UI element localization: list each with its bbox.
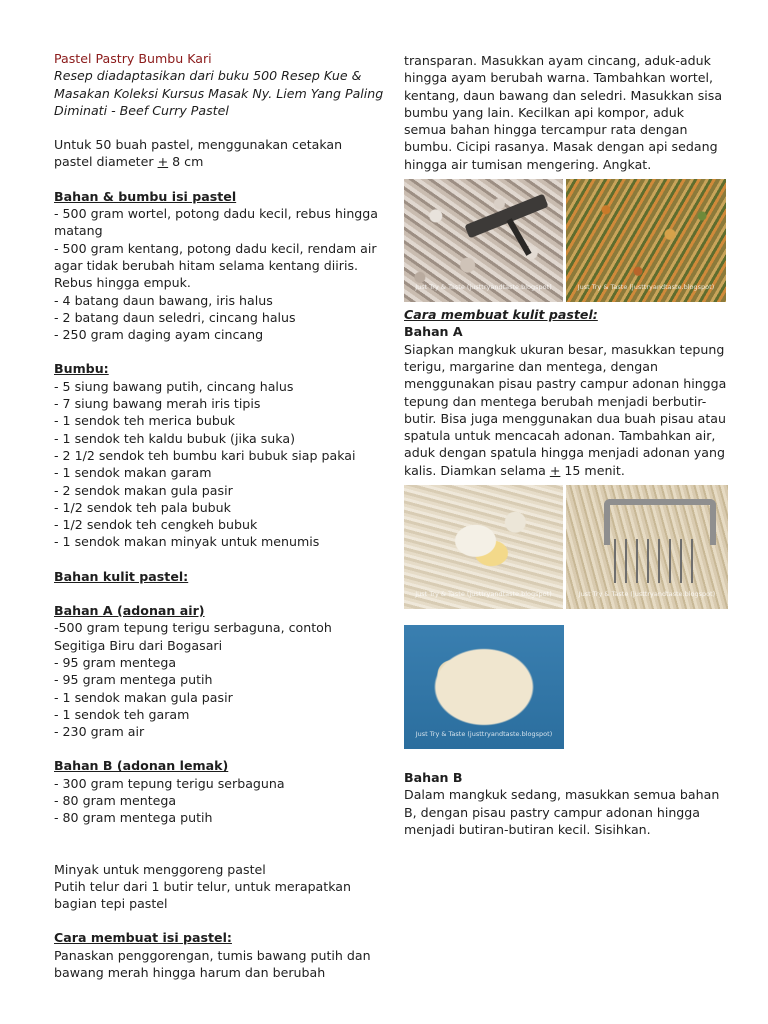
photo-pastry-cutter bbox=[566, 485, 728, 609]
intro-pre: Untuk 50 buah pastel, menggunakan cetakan pastel diameter bbox=[54, 137, 343, 170]
photo-flour-butter bbox=[404, 485, 563, 609]
bumbu-item: - 7 siung bawang merah iris tipis bbox=[54, 396, 261, 412]
bumbu-item: - 1 sendok teh merica bubuk bbox=[54, 413, 236, 429]
photo-watermark: Just Try & Taste (justtryandtaste.blogspot) bbox=[415, 282, 552, 291]
bahan-a-label: Bahan A bbox=[404, 324, 463, 340]
bahan-b-label: Bahan B bbox=[404, 770, 463, 786]
photo-chicken-sauteing bbox=[404, 179, 563, 302]
filling-item: - 250 gram daging ayam cincang bbox=[54, 327, 264, 343]
bahan-a-item: - 95 gram mentega putih bbox=[54, 672, 213, 688]
bumbu-item: - 2 sendok makan gula pasir bbox=[54, 482, 233, 498]
photo-kneaded-dough bbox=[404, 625, 564, 749]
right-column bbox=[404, 52, 730, 838]
intro-text bbox=[54, 136, 384, 171]
extra-item: Minyak untuk menggoreng pastel bbox=[54, 861, 266, 877]
bahan-a-item: - 230 gram air bbox=[54, 724, 145, 740]
plus-minus-symbol: + bbox=[549, 462, 561, 478]
filling-item: - 500 gram wortel, potong dadu kecil, rebus hingga matang bbox=[54, 206, 379, 239]
recipe-title: Pastel Pastry Bumbu Kari bbox=[54, 51, 212, 66]
filling-item: - 4 batang daun bawang, iris halus bbox=[54, 292, 273, 308]
bumbu-item: - 2 1/2 sendok teh bumbu kari bubuk siap pakai bbox=[54, 447, 356, 463]
photo-watermark: Just Try & Taste (justtryandtaste.blogspot) bbox=[415, 729, 553, 738]
bahan-b-item: - 80 gram mentega bbox=[54, 792, 177, 808]
bahan-b-item: - 300 gram tepung terigu serbaguna bbox=[54, 775, 285, 791]
bahan-a-text-post: 15 menit. bbox=[560, 462, 625, 478]
bumbu-item: - 1/2 sendok teh pala bubuk bbox=[54, 499, 231, 515]
photo-vegetable-filling bbox=[566, 179, 726, 302]
photo-watermark: Just Try & Taste (justtryandtaste.blogspot) bbox=[577, 282, 715, 291]
bumbu-item: - 1 sendok teh kaldu bubuk (jika suka) bbox=[54, 430, 295, 446]
bahan-b-method-text: Dalam mangkuk sedang, masukkan semua bahan B, dengan pisau pastry campur adonan hingga menjadi butiran-butiran kecil. Sisihkan. bbox=[404, 787, 720, 837]
bahan-a-item: - 1 sendok makan gula pasir bbox=[54, 689, 233, 705]
bumbu-item: - 1/2 sendok teh cengkeh bubuk bbox=[54, 517, 258, 533]
filling-item: - 500 gram kentang, potong dadu kecil, rendam air agar tidak berubah hitam selama kentang diiris. Rebus hingga empuk. bbox=[54, 240, 377, 291]
bahan-a-item: - 1 sendok teh garam bbox=[54, 706, 190, 722]
bahan-a-heading: Bahan A (adonan air) bbox=[54, 603, 205, 619]
skin-method-heading: Cara membuat kulit pastel: bbox=[404, 307, 598, 323]
intro-post: 8 cm bbox=[168, 154, 204, 170]
skin-heading: Bahan kulit pastel: bbox=[54, 568, 189, 584]
bahan-a-item: - 95 gram mentega bbox=[54, 654, 177, 670]
photo-row-dough bbox=[404, 485, 730, 609]
extra-item: Putih telur dari 1 butir telur, untuk merapatkan bagian tepi pastel bbox=[54, 878, 351, 912]
photo-watermark: Just Try & Taste (justtryandtaste.blogspot) bbox=[415, 589, 552, 598]
photo-row-filling bbox=[404, 179, 730, 302]
photo-watermark: Just Try & Taste (justtryandtaste.blogspot) bbox=[578, 589, 716, 598]
bahan-a-method-text bbox=[404, 341, 730, 479]
bahan-b-heading: Bahan B (adonan lemak) bbox=[54, 758, 229, 774]
filling-item: - 2 batang daun seledri, cincang halus bbox=[54, 309, 296, 325]
bumbu-item: - 1 sendok makan garam bbox=[54, 465, 212, 481]
bumbu-item: - 1 sendok makan minyak untuk menumis bbox=[54, 534, 320, 550]
left-column bbox=[54, 50, 384, 981]
bahan-a-item: -500 gram tepung terigu serbaguna, contoh Segitiga Biru dari Bogasari bbox=[54, 620, 332, 653]
filling-heading: Bahan & bumbu isi pastel bbox=[54, 188, 237, 204]
bahan-a-text-pre: Siapkan mangkuk ukuran besar, masukkan tepung terigu, margarine dan mentega, dengan menggunakan pisau pastry campur adonan hingga tepung dan mentega berubah menjadi berbutir-butir. Bisa juga menggunakan dua buah pisau atau spatula untuk mencacah adonan. Tambahkan air, aduk dengan spatula hingga menjadi adonan yang kalis. Diamkan selama bbox=[404, 341, 727, 478]
method-heading: Cara membuat isi pastel: bbox=[54, 930, 232, 946]
recipe-subtitle: Resep diadaptasikan dari buku 500 Resep Kue & Masakan Koleksi Kursus Masak Ny. Liem Yang Paling Diminati - Beef Curry Pastel bbox=[54, 68, 384, 118]
method-text: Panaskan penggorengan, tumis bawang putih dan bawang merah hingga harum dan berubah bbox=[54, 947, 371, 981]
continued-method-text: transparan. Masukkan ayam cincang, aduk-aduk hingga ayam berubah warna. Tambahkan wortel, kentang, daun bawang dan seledri. Masukkan sisa bumbu yang lain. Kecilkan api kompor, aduk semua bahan hingga tercampur rata dengan bumbu. Cicipi rasanya. Masak dengan api sedang hingga air tumisan mengering. Angkat. bbox=[404, 53, 723, 172]
bumbu-heading: Bumbu: bbox=[54, 361, 109, 377]
plus-minus-symbol: + bbox=[157, 154, 169, 170]
bahan-b-item: - 80 gram mentega putih bbox=[54, 810, 213, 826]
bumbu-item: - 5 siung bawang putih, cincang halus bbox=[54, 378, 294, 394]
